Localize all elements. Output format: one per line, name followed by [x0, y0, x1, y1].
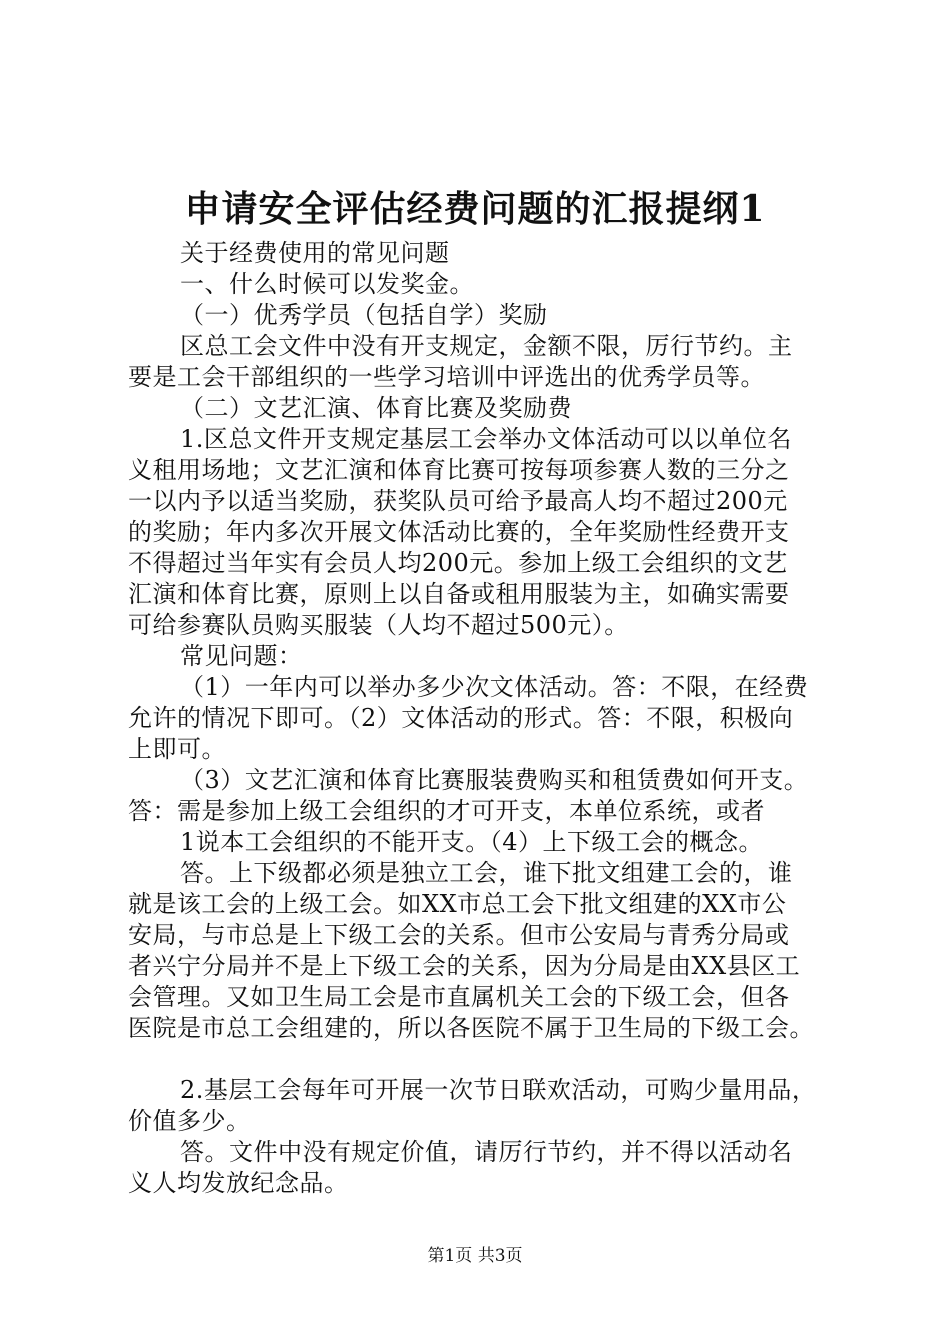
body-line: 会管理。又如卫生局工会是市直属机关工会的下级工会，但各 [128, 983, 790, 1011]
body-line: 答：需是参加上级工会组织的才可开支，本单位系统，或者 [128, 797, 765, 825]
body-line: 一以内予以适当奖励，获奖队员可给予最高人均不超过200元 [128, 487, 788, 515]
body-line: 的奖励；年内多次开展文体活动比赛的，全年奖励性经费开支 [128, 518, 790, 546]
body-line: 义租用场地；文艺汇演和体育比赛可按每项参赛人数的三分之 [128, 456, 790, 484]
body-line: 要是工会干部组织的一些学习培训中评选出的优秀学员等。 [128, 363, 765, 391]
body-line: 可给参赛队员购买服装（人均不超过500元）。 [128, 611, 629, 639]
body-line: 区总工会文件中没有开支规定，金额不限，厉行节约。主 [180, 332, 793, 360]
body-line: 义人均发放纪念品。 [128, 1169, 349, 1197]
body-line: 1.区总文件开支规定基层工会举办文体活动可以以单位名 [180, 425, 792, 453]
body-line: 价值多少。 [128, 1107, 251, 1135]
body-line: 安局，与市总是上下级工会的关系。但市公安局与青秀分局或 [128, 921, 790, 949]
page-indicator: 第1页 共3页 [427, 1246, 523, 1266]
body-line: （3）文艺汇演和体育比赛服装费购买和租赁费如何开支。 [180, 766, 809, 794]
body-line: 常见问题： [180, 642, 303, 670]
document-body [128, 238, 848, 1199]
body-line: （一）优秀学员（包括自学）奖励 [180, 301, 548, 329]
body-line: 一、什么时候可以发奖金。 [180, 270, 474, 298]
body-line: 允许的情况下即可。（2）文体活动的形式。答：不限，积极向 [128, 704, 794, 732]
body-line: 汇演和体育比赛，原则上以自备或租用服装为主，如确实需要 [128, 580, 790, 608]
body-line: （二）文艺汇演、体育比赛及奖励费 [180, 394, 572, 422]
body-line: 就是该工会的上级工会。如XX市总工会下批文组建的XX市公 [128, 890, 787, 918]
body-line: 不得超过当年实有会员人均200元。参加上级工会组织的文艺 [128, 549, 788, 577]
body-line: （1）一年内可以举办多少次文体活动。答：不限，在经费 [180, 673, 809, 701]
paragraph-gap [128, 1044, 848, 1075]
body-line: 1说本工会组织的不能开支。（4）上下级工会的概念。 [180, 828, 764, 856]
body-line: 答。上下级都必须是独立工会，谁下批文组建工会的，谁 [180, 859, 793, 887]
body-line: 答。文件中没有规定价值，请厉行节约，并不得以活动名 [180, 1138, 793, 1166]
body-line: 关于经费使用的常见问题 [180, 239, 450, 267]
document-title: 申请安全评估经费问题的汇报提纲1 [184, 188, 766, 230]
body-line: 2.基层工会每年可开展一次节日联欢活动，可购少量用品， [180, 1076, 817, 1104]
body-line: 者兴宁分局并不是上下级工会的关系，因为分局是由XX县区工 [128, 952, 801, 980]
body-line: 上即可。 [128, 735, 226, 763]
body-line: 医院是市总工会组建的，所以各医院不属于卫生局的下级工会。 [128, 1014, 814, 1042]
